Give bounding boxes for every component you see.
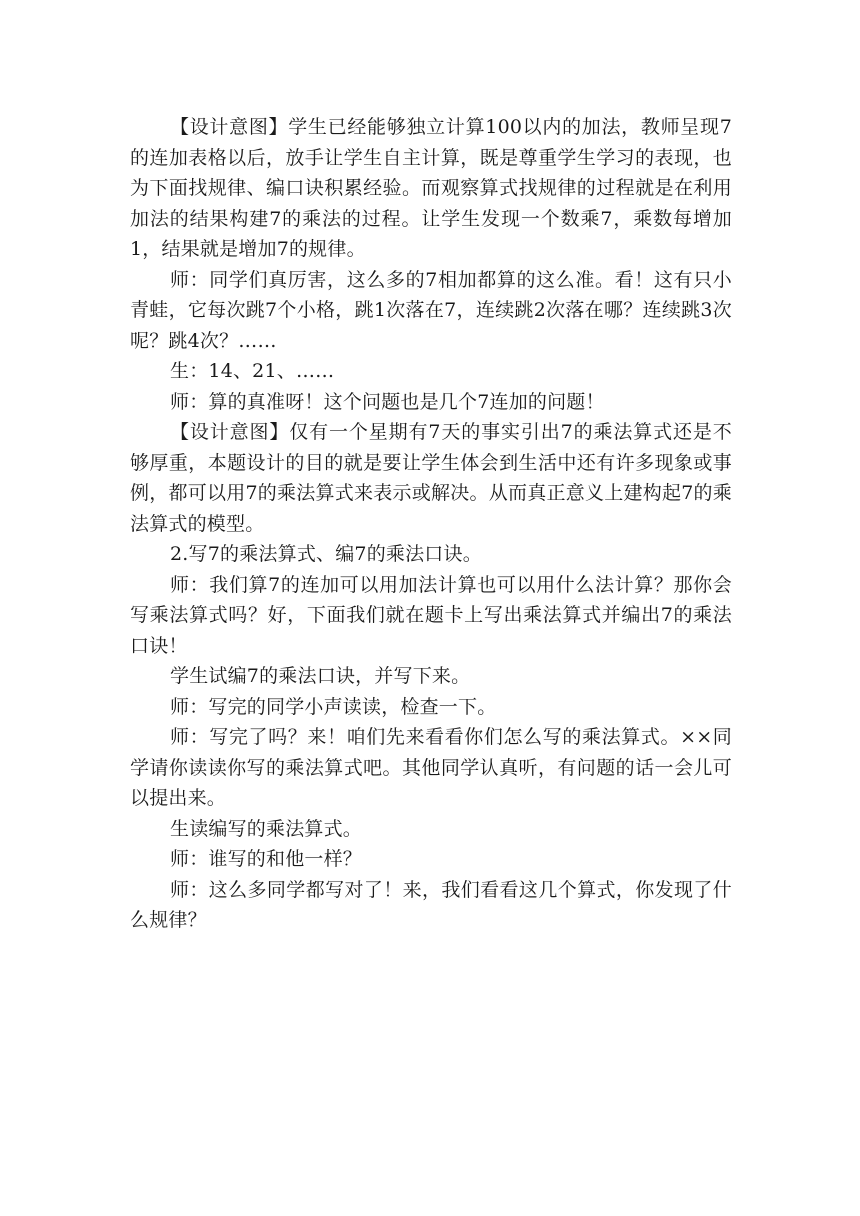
document-body (130, 112, 732, 936)
paragraph-teacher-praise: 师：算的真准呀！这个问题也是几个7连加的问题！ (170, 390, 605, 413)
paragraph-teacher-pattern: 师：这么多同学都写对了！来，我们看看这几个算式，你发现了什么规律？ (130, 878, 732, 931)
paragraph-student-answer: 生：14、21、…… (170, 360, 335, 382)
paragraph-teacher-same: 师：谁写的和他一样？ (170, 848, 363, 870)
paragraph-teacher-read: 师：写完了吗？来！咱们先来看看你们怎么写的乘法算式。××同学请你读读你写的乘法算式吧。其他同学认真听，有问题的话一会儿可以提出来。 (130, 726, 732, 809)
paragraph-student-read: 生读编写的乘法算式。 (170, 817, 363, 840)
paragraph-teacher-frog: 师：同学们真厉害，这么多的7相加都算的这么准。看！这有只小青蛙，它每次跳7个小格，跳1次落在7，连续跳2次落在哪？连续跳3次呢？跳4次？…… (130, 268, 732, 352)
paragraph-section-heading: 2.写7的乘法算式、编7的乘法口诀。 (170, 543, 482, 565)
paragraph-student-activity: 学生试编7的乘法口诀，并写下来。 (170, 665, 471, 687)
paragraph-teacher-check: 师：写完的同学小声读读，检查一下。 (170, 695, 497, 718)
paragraph-design-intent-1: 【设计意图】学生已经能够独立计算100以内的加法，教师呈现7的连加表格以后，放手让学生自主计算，既是尊重学生学习的表现，也为下面找规律、编口诀积累经验。而观察算式找规律的过程就是在利用加法的结果构建7的乘法的过程。让学生发现一个数乘7，乘数每增加1，结果就是增加7的规律。 (130, 116, 732, 260)
paragraph-teacher-question: 师：我们算7的连加可以用加法计算也可以用什么法计算？那你会写乘法算式吗？好，下面我们就在题卡上写出乘法算式并编出7的乘法口诀！ (130, 573, 732, 657)
paragraph-design-intent-2: 【设计意图】仅有一个星期有7天的事实引出7的乘法算式还是不够厚重，本题设计的目的就是要让学生体会到生活中还有许多现象或事例，都可以用7的乘法算式来表示或解决。从而真正意义上建构起7的乘法算式的模型。 (130, 421, 732, 535)
